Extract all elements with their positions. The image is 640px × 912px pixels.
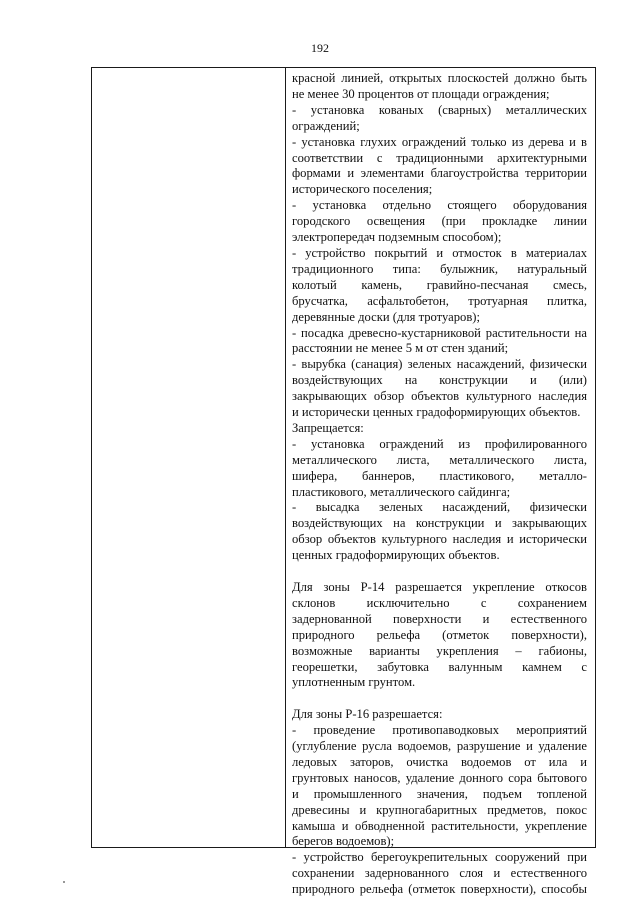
text-line: расстоянии не менее 5 м от стен зданий; xyxy=(292,341,509,356)
text-line: - установка кованых (сварных) металлических xyxy=(292,102,587,117)
table-cell-left xyxy=(92,68,285,847)
text-line: исторического поселения; xyxy=(292,182,433,197)
text-line: (углубление русла водоемов, разрушение и удаление xyxy=(292,739,587,754)
text-line: Для зоны Р-14 разрешается укрепление откосов xyxy=(292,579,587,594)
text-line: красной линией, открытых плоскостей должно быть xyxy=(292,71,587,85)
text-line: обзор объектов культурного наследия и исторически xyxy=(292,532,587,547)
text-line: шифера, баннеров, пластикового, металло- xyxy=(292,468,587,483)
text-line: закрывающих обзор объектов культурного наследия xyxy=(292,389,587,404)
text-line: ограждений; xyxy=(292,118,360,133)
text-line: деревянные доски (для тротуаров); xyxy=(292,309,480,324)
text-line: соответствии с традиционными архитектурными xyxy=(292,150,587,165)
text-line: Запрещается: xyxy=(292,420,364,435)
text-line: воздействующих на конструкции и закрывающих xyxy=(292,516,587,531)
text-line: ледовых заторов, очистка водоемов от ила и xyxy=(292,754,587,769)
text-line: сохранении задернованного слоя и естественного xyxy=(292,866,587,881)
text-line: - установка отдельно стоящего оборудования xyxy=(292,198,587,213)
scan-speck xyxy=(63,881,65,883)
text-line: металлического листа, металлического листа, xyxy=(292,452,587,467)
text-line: традиционного типа: булыжник, натуральный xyxy=(292,261,587,276)
text-line: и промышленного значения, подъем топленой xyxy=(292,786,587,801)
text-line: - устройство покрытий и отмосток в материалах xyxy=(292,245,587,260)
text-line: - устройство берегоукрепительных сооружений при xyxy=(292,850,587,865)
text-line: воздействующих на конструкции и (или) xyxy=(292,373,587,388)
text-line: - вырубка (санация) зеленых насаждений, физически xyxy=(292,357,587,372)
text-line: пластикового, металлического сайдинга; xyxy=(292,484,511,499)
text-line: электропередач подземным способом); xyxy=(292,230,502,245)
text-line: грунтовых наносов, удаление донного сора бытового xyxy=(292,770,587,785)
paragraph-gap xyxy=(292,691,587,707)
text-line: Для зоны Р-16 разрешается: xyxy=(292,707,443,722)
document-table xyxy=(91,67,596,897)
table-column-divider xyxy=(285,68,286,847)
text-line: - установка глухих ограждений только из дерева и в xyxy=(292,134,587,149)
text-line: склонов исключительно с сохранением xyxy=(292,595,587,610)
text-line: брусчатка, асфальтобетон, тротуарная плитка, xyxy=(292,293,587,308)
text-line: природного рельефа (отметок поверхности), способы xyxy=(292,882,587,897)
text-line: колотый камень, гравийно-песчаная смесь, xyxy=(292,277,587,292)
paragraph-gap xyxy=(292,564,587,580)
text-line: - высадка зеленых насаждений, физически xyxy=(292,500,587,515)
text-line: городского освещения (при прокладке линии xyxy=(292,214,587,229)
table-cell-right xyxy=(292,71,587,898)
text-line: - проведение противопаводковых мероприятий xyxy=(292,723,587,738)
text-line: - установка ограждений из профилированного xyxy=(292,436,587,451)
text-line: - посадка древесно-кустарниковой растительности на xyxy=(292,325,587,340)
page-number: 192 xyxy=(311,41,329,55)
text-line: формами и элементами благоустройства территории xyxy=(292,166,587,181)
text-line: и исторически ценных градоформирующих объектов. xyxy=(292,405,581,420)
text-line: берегов водоемов); xyxy=(292,834,395,849)
text-line: уплотненным грунтом. xyxy=(292,675,416,690)
text-line: природного рельефа (отметок поверхности), xyxy=(292,627,587,642)
text-line: ценных градоформирующих объектов. xyxy=(292,548,500,563)
text-line: не менее 30 процентов от площади ограждения; xyxy=(292,86,550,101)
text-line: камыша и обводненной растительности, укрепление xyxy=(292,818,587,833)
text-line: задернованной поверхности и естественного xyxy=(292,611,587,626)
text-line: возможные варианты укрепления – габионы, xyxy=(292,643,587,658)
text-line: древесины и крупногабаритных предметов, покос xyxy=(292,802,587,817)
text-line: георешетки, забутовка валунным камнем с xyxy=(292,659,587,674)
